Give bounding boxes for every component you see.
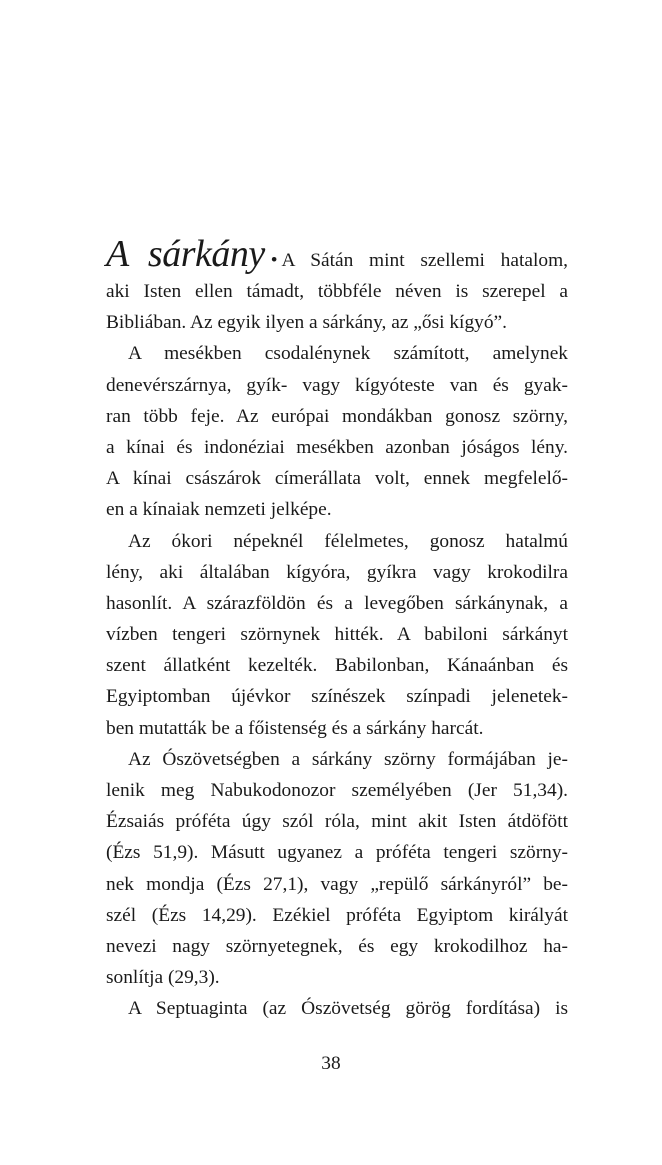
- text-line: szent állatként kezelték. Babilonban, Kánaánban és: [106, 655, 568, 677]
- text-line: ran több feje. Az európai mondákban gonosz szörny,: [106, 405, 568, 427]
- text-line: nek mondja (Ézs 27,1), vagy „repülő sárkányról” be-: [106, 873, 568, 895]
- page-text: [106, 232, 568, 1025]
- text-line: Az ókori népeknél félelmetes, gonosz hatalmú: [128, 530, 568, 552]
- text-line: szél (Ézs 14,29). Ezékiel próféta Egyiptom királyát: [106, 904, 568, 926]
- text-line: nevezi nagy szörnyetegnek, és egy krokodilhoz ha-: [106, 935, 568, 957]
- text-line: Ézsaiás próféta úgy szól róla, mint akit Isten átdöfött: [106, 811, 568, 833]
- text-line: A mesékben csodalénynek számított, amelynek: [128, 343, 568, 365]
- entry-headword: A sárkány: [106, 233, 265, 275]
- text-line: Az Ószövetségben a sárkány szörny formájában je-: [128, 748, 568, 770]
- text-line: sonlítja (29,3).: [106, 967, 220, 989]
- text-line: lenik meg Nabukodonozor személyében (Jer 51,34).: [106, 780, 568, 801]
- text-line: a kínai és indonéziai mesékben azonban jóságos lény.: [106, 436, 568, 458]
- text-line: A Septuaginta (az Ószövetség görög fordítása) is: [128, 998, 568, 1020]
- text-line: ben mutatták be a főistenség és a sárkány harcát.: [106, 717, 484, 739]
- text-line: Egyiptomban újévkor színészek színpadi jelenetek-: [106, 686, 568, 708]
- text-line: denevérszárnya, gyík- vagy kígyóteste van és gyak-: [106, 374, 568, 396]
- text-line: en a kínaiak nemzeti jelképe.: [106, 499, 332, 521]
- bullet-separator: •: [270, 250, 278, 271]
- text-line-content: A Sátán mint szellemi hatalom,: [281, 250, 568, 271]
- text-line: A kínai császárok címerállata volt, ennek megfelelő-: [106, 468, 568, 490]
- text-line: hasonlít. A szárazföldön és a levegőben sárkánynak, a: [106, 592, 568, 614]
- text-line: (Ézs 51,9). Másutt ugyanez a próféta tengeri szörny-: [106, 842, 568, 864]
- text-line: Bibliában. Az egyik ilyen a sárkány, az „ősi kígyó”.: [106, 312, 507, 334]
- text-line: vízben tengeri szörnynek hitték. A babiloni sárkányt: [106, 624, 568, 646]
- page-number: 38: [321, 1053, 341, 1074]
- text-line: lény, aki általában kígyóra, gyíkra vagy krokodilra: [106, 561, 568, 583]
- text-line: aki Isten ellen támadt, többféle néven is szerepel a: [106, 281, 568, 302]
- text-line: [106, 232, 568, 276]
